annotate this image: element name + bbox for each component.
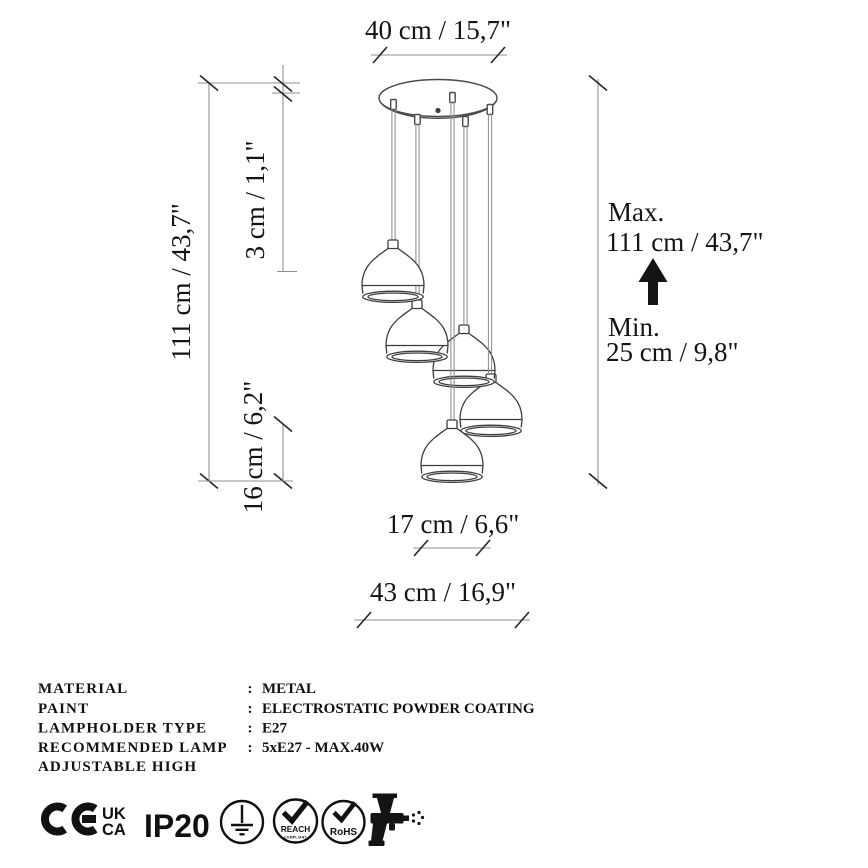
cord-grommet bbox=[487, 105, 493, 115]
spec-table bbox=[38, 681, 535, 775]
dim-min-value: 25 cm / 9,8" bbox=[606, 337, 739, 367]
spec-separator: : bbox=[247, 720, 253, 737]
dim-max-value: 111 cm / 43,7" bbox=[606, 227, 764, 257]
spec-separator: : bbox=[247, 681, 253, 697]
protective-earth-icon bbox=[221, 801, 263, 843]
spec-row-paint bbox=[38, 701, 535, 717]
ukca-top-text: UK bbox=[102, 805, 126, 823]
ceiling-canopy bbox=[379, 80, 497, 127]
ce-mark-icon bbox=[45, 806, 96, 831]
rohs-icon bbox=[323, 801, 365, 843]
dim-total-height: 111 cm / 43,7" bbox=[166, 203, 196, 361]
spec-row-lampholder bbox=[38, 721, 288, 737]
ukca-mark-icon bbox=[102, 805, 126, 839]
spec-label: ADJUSTABLE HIGH bbox=[38, 759, 198, 775]
spec-separator: : bbox=[247, 701, 253, 717]
cord-grommet bbox=[450, 93, 456, 103]
spec-row-adjustable-high bbox=[38, 759, 197, 775]
lamp-shade-1 bbox=[362, 240, 424, 302]
spec-label: PAINT bbox=[38, 701, 90, 717]
cord-grommet bbox=[463, 117, 469, 127]
cord-grommet bbox=[391, 100, 397, 110]
spec-label: MATERIAL bbox=[38, 681, 129, 697]
suspension-cord-4 bbox=[488, 114, 491, 375]
reach-compliant-icon bbox=[274, 800, 317, 843]
spec-label: LAMPHOLDER TYPE bbox=[38, 720, 208, 737]
adjustable-height-arrow-icon bbox=[639, 258, 668, 305]
reach-label: REACH bbox=[280, 824, 311, 834]
canopy-screw bbox=[435, 108, 440, 113]
suspension-cord-1 bbox=[392, 109, 395, 241]
certification-row bbox=[45, 794, 424, 847]
spec-value: 5xE27 - MAX.40W bbox=[262, 740, 385, 756]
rohs-label: RoHS bbox=[329, 827, 358, 838]
spec-label: RECOMMENDED LAMP bbox=[38, 740, 228, 756]
suspension-cord-3 bbox=[464, 126, 467, 326]
spec-separator: : bbox=[247, 740, 253, 756]
ip20-rating: IP20 bbox=[144, 808, 210, 844]
dim-min-label: Min. bbox=[608, 312, 660, 342]
dim-max-label: Max. bbox=[608, 197, 665, 227]
dim-total-width: 43 cm / 16,9" bbox=[369, 577, 517, 607]
spec-row-material bbox=[38, 681, 316, 697]
dim-canopy-height: 3 cm / 1,1" bbox=[240, 140, 270, 260]
suspension-cord-5 bbox=[451, 102, 454, 421]
dim-shade-diameter: 17 cm / 6,6" bbox=[386, 509, 520, 539]
reach-subtext: COMPLIANT bbox=[284, 835, 307, 840]
spec-value: E27 bbox=[262, 720, 288, 737]
dim-shade-height: 16 cm / 6,2" bbox=[238, 380, 268, 514]
lamp-drawing bbox=[362, 80, 522, 483]
spec-row-recommended-lamp bbox=[38, 740, 384, 756]
lamp-shade-2 bbox=[386, 300, 448, 362]
cord-grommet bbox=[415, 115, 421, 125]
ukca-bottom-text: CA bbox=[102, 821, 126, 839]
dim-canopy-width: 40 cm / 15,7" bbox=[364, 15, 512, 45]
spray-gun-icon bbox=[369, 794, 425, 847]
spec-value: METAL bbox=[262, 681, 316, 697]
spec-value: ELECTROSTATIC POWDER COATING bbox=[262, 701, 535, 717]
